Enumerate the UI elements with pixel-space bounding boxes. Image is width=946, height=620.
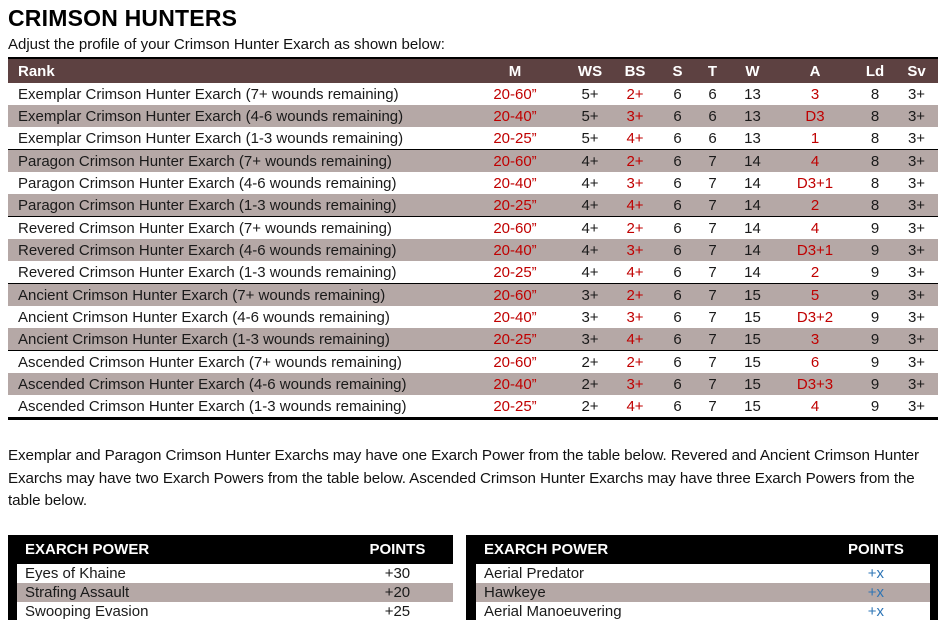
cell-s: 6	[673, 397, 682, 415]
cell-ld: 8	[870, 129, 880, 147]
cell-ld: 9	[855, 284, 895, 307]
col-header-t: T	[695, 58, 730, 83]
cell-w: 15	[730, 351, 775, 374]
power-name: Swooping Evasion	[25, 602, 149, 620]
cell-sv: 3+	[907, 129, 926, 147]
cell-w: 13	[730, 105, 775, 127]
cell-t: 6	[695, 105, 730, 127]
cell-t: 6	[708, 85, 717, 103]
profile-row	[8, 217, 938, 240]
cell-ld: 8	[870, 174, 880, 192]
cell-m: 20-60”	[493, 85, 537, 103]
cell-sv: 3+	[895, 284, 938, 307]
cell-ws: 4+	[570, 150, 610, 173]
cell-w: 15	[730, 328, 775, 351]
profile-table	[8, 57, 938, 420]
cell-rank: Ancient Crimson Hunter Exarch (7+ wounds remaining)	[8, 284, 460, 307]
cell-a: D3+3	[775, 373, 855, 395]
exarch-powers-note: Exemplar and Paragon Crimson Hunter Exarchs may have one Exarch Power from the table below. Revered and Ancient Crimson Hunter Exarchs may have two Exarch Powers from the table below. Ascended Crimson Hunter Exarchs may have three Exarch Powers from the table below.	[8, 447, 919, 509]
cell-sv: 3+	[895, 328, 938, 351]
cell-a: D3+2	[796, 308, 834, 326]
intro-text: Adjust the profile of your Crimson Hunter Exarch as shown below:	[8, 36, 445, 53]
power-name: Eyes of Khaine	[25, 564, 126, 582]
col-header-rank: Rank	[8, 58, 460, 83]
cell-t: 7	[708, 263, 717, 281]
cell-a: D3	[775, 105, 855, 127]
cell-t: 7	[695, 373, 730, 395]
points-header-left: POINTS	[342, 535, 453, 564]
cell-w: 14	[730, 217, 775, 240]
cell-rank: Revered Crimson Hunter Exarch (1-3 wounds remaining)	[18, 263, 397, 281]
cell-rank: Ascended Crimson Hunter Exarch (7+ wounds remaining)	[8, 351, 460, 374]
cell-ws: 4+	[570, 217, 610, 240]
power-points: +20	[342, 583, 453, 602]
cell-m: 20-25”	[460, 194, 570, 217]
cell-bs: 3+	[610, 105, 660, 127]
profile-table-body	[8, 83, 938, 419]
cell-rank: Exemplar Crimson Hunter Exarch (1-3 wounds remaining)	[18, 129, 404, 147]
cell-sv: 3+	[895, 351, 938, 374]
cell-a: 2	[775, 194, 855, 217]
profile-row	[8, 83, 938, 105]
cell-ws: 5+	[581, 129, 599, 147]
profile-row	[8, 306, 938, 328]
power-row	[471, 564, 934, 583]
exarch-power-tables	[8, 535, 938, 620]
cell-sv: 3+	[907, 263, 926, 281]
cell-rank: Exemplar Crimson Hunter Exarch (7+ wounds remaining)	[18, 85, 399, 103]
cell-w: 14	[730, 150, 775, 173]
cell-t: 7	[695, 328, 730, 351]
cell-ld: 8	[855, 105, 895, 127]
cell-ld: 8	[870, 85, 880, 103]
cell-m: 20-60”	[460, 150, 570, 173]
cell-rank: Paragon Crimson Hunter Exarch (4-6 wounds remaining)	[18, 174, 397, 192]
profile-row	[8, 395, 938, 419]
cell-w: 15	[744, 308, 761, 326]
cell-t: 7	[695, 194, 730, 217]
cell-ld: 9	[870, 397, 880, 415]
col-header-s: S	[660, 58, 695, 83]
cell-ws: 4+	[581, 174, 599, 192]
profile-row	[8, 261, 938, 284]
cell-s: 6	[660, 373, 695, 395]
cell-a: D3+1	[775, 239, 855, 261]
cell-bs: 2+	[610, 150, 660, 173]
cell-a: 3	[775, 328, 855, 351]
power-points: +x	[822, 583, 934, 602]
cell-a: 4	[775, 150, 855, 173]
col-header-a: A	[775, 58, 855, 83]
cell-ld: 9	[855, 328, 895, 351]
cell-sv: 3+	[895, 194, 938, 217]
cell-bs: 3+	[626, 174, 644, 192]
cell-m: 20-60”	[460, 284, 570, 307]
cell-m: 20-40”	[460, 239, 570, 261]
cell-m: 20-40”	[493, 308, 537, 326]
cell-ws: 2+	[570, 351, 610, 374]
cell-ws: 5+	[581, 85, 599, 103]
power-points: +30	[384, 564, 411, 582]
cell-bs: 2+	[626, 85, 644, 103]
cell-rank: Ancient Crimson Hunter Exarch (1-3 wounds remaining)	[8, 328, 460, 351]
profile-row	[8, 373, 938, 395]
cell-ld: 8	[855, 194, 895, 217]
cell-s: 6	[660, 217, 695, 240]
exarch-power-table-right	[466, 535, 938, 620]
cell-ws: 4+	[570, 194, 610, 217]
col-header-sv: Sv	[895, 58, 938, 83]
cell-bs: 4+	[626, 397, 644, 415]
profile-row	[8, 239, 938, 261]
cell-rank: Ascended Crimson Hunter Exarch (4-6 wounds remaining)	[8, 373, 460, 395]
cell-s: 6	[673, 174, 682, 192]
power-name: Hawkeye	[471, 583, 822, 602]
col-header-w: W	[730, 58, 775, 83]
power-name: Aerial Manoeuvering	[484, 602, 622, 620]
profile-row	[8, 105, 938, 127]
cell-a: 6	[775, 351, 855, 374]
cell-s: 6	[660, 239, 695, 261]
cell-m: 20-25”	[460, 328, 570, 351]
cell-s: 6	[673, 308, 682, 326]
profile-row	[8, 172, 938, 194]
points-header-right: POINTS	[822, 535, 934, 564]
cell-ws: 4+	[581, 263, 599, 281]
cell-sv: 3+	[895, 150, 938, 173]
cell-rank: Revered Crimson Hunter Exarch (7+ wounds remaining)	[8, 217, 460, 240]
cell-t: 6	[708, 129, 717, 147]
cell-w: 15	[744, 397, 761, 415]
cell-w: 14	[730, 239, 775, 261]
cell-sv: 3+	[895, 105, 938, 127]
cell-m: 20-25”	[493, 263, 537, 281]
col-header-m: M	[460, 58, 570, 83]
cell-sv: 3+	[907, 85, 926, 103]
cell-t: 7	[695, 217, 730, 240]
cell-w: 15	[730, 373, 775, 395]
power-points: +x	[867, 602, 885, 620]
cell-m: 20-25”	[493, 397, 537, 415]
cell-t: 7	[695, 284, 730, 307]
cell-ws: 2+	[581, 397, 599, 415]
col-header-ld: Ld	[855, 58, 895, 83]
cell-a: 3	[810, 85, 820, 103]
cell-a: 4	[775, 217, 855, 240]
cell-m: 20-40”	[493, 174, 537, 192]
cell-a: 5	[775, 284, 855, 307]
cell-bs: 2+	[610, 217, 660, 240]
cell-s: 6	[673, 85, 682, 103]
profile-row	[8, 284, 938, 307]
cell-a: 4	[810, 397, 820, 415]
cell-s: 6	[673, 263, 682, 281]
cell-s: 6	[660, 105, 695, 127]
cell-bs: 4+	[626, 129, 644, 147]
cell-t: 7	[695, 150, 730, 173]
cell-m: 20-60”	[460, 351, 570, 374]
cell-ld: 9	[870, 263, 880, 281]
cell-ld: 9	[855, 351, 895, 374]
cell-ws: 3+	[581, 308, 599, 326]
cell-s: 6	[660, 194, 695, 217]
power-row	[13, 583, 454, 602]
cell-rank: Paragon Crimson Hunter Exarch (1-3 wounds remaining)	[8, 194, 460, 217]
power-table-body-1	[471, 564, 934, 620]
cell-ws: 2+	[570, 373, 610, 395]
cell-sv: 3+	[907, 397, 926, 415]
cell-m: 20-40”	[460, 373, 570, 395]
cell-ws: 3+	[570, 284, 610, 307]
col-header-bs: BS	[610, 58, 660, 83]
cell-bs: 3+	[610, 373, 660, 395]
cell-sv: 3+	[907, 308, 926, 326]
cell-sv: 3+	[895, 373, 938, 395]
cell-t: 7	[708, 174, 717, 192]
cell-m: 20-40”	[460, 105, 570, 127]
power-row	[471, 583, 934, 602]
cell-bs: 3+	[626, 308, 644, 326]
cell-ld: 9	[855, 373, 895, 395]
profile-row	[8, 194, 938, 217]
power-row	[13, 564, 454, 583]
cell-m: 20-25”	[493, 129, 537, 147]
power-name: Strafing Assault	[13, 583, 342, 602]
cell-ld: 8	[855, 150, 895, 173]
cell-sv: 3+	[895, 239, 938, 261]
power-header-left: EXARCH POWER	[13, 535, 342, 564]
cell-w: 13	[744, 129, 761, 147]
cell-a: 2	[810, 263, 820, 281]
cell-m: 20-60”	[460, 217, 570, 240]
cell-t: 7	[708, 308, 717, 326]
cell-a: D3+1	[796, 174, 834, 192]
cell-ws: 5+	[570, 105, 610, 127]
cell-w: 14	[730, 194, 775, 217]
cell-bs: 2+	[610, 351, 660, 374]
cell-ld: 9	[870, 308, 880, 326]
profile-row	[8, 351, 938, 374]
cell-ld: 9	[855, 239, 895, 261]
cell-rank: Ascended Crimson Hunter Exarch (1-3 wounds remaining)	[18, 397, 407, 415]
cell-w: 14	[744, 263, 761, 281]
cell-ws: 4+	[570, 239, 610, 261]
cell-bs: 4+	[610, 194, 660, 217]
cell-s: 6	[673, 129, 682, 147]
profile-row	[8, 127, 938, 150]
cell-s: 6	[660, 284, 695, 307]
power-points: +x	[867, 564, 885, 582]
page-title: CRIMSON HUNTERS	[8, 5, 238, 31]
cell-s: 6	[660, 351, 695, 374]
cell-s: 6	[660, 150, 695, 173]
cell-sv: 3+	[895, 217, 938, 240]
cell-s: 6	[660, 328, 695, 351]
exarch-power-table-left	[8, 535, 453, 620]
profile-row	[8, 150, 938, 173]
col-header-ws: WS	[570, 58, 610, 83]
cell-ws: 3+	[570, 328, 610, 351]
profile-row	[8, 328, 938, 351]
cell-t: 7	[695, 351, 730, 374]
power-row	[13, 602, 454, 620]
cell-bs: 3+	[610, 239, 660, 261]
power-table-body-0	[13, 564, 454, 620]
cell-bs: 2+	[610, 284, 660, 307]
cell-bs: 4+	[626, 263, 644, 281]
power-points: +25	[384, 602, 411, 620]
cell-bs: 4+	[610, 328, 660, 351]
power-header-right: EXARCH POWER	[471, 535, 822, 564]
cell-rank: Revered Crimson Hunter Exarch (4-6 wounds remaining)	[8, 239, 460, 261]
cell-ld: 9	[855, 217, 895, 240]
power-name: Aerial Predator	[484, 564, 585, 582]
profile-table-header	[8, 58, 938, 83]
power-row	[471, 602, 934, 620]
cell-rank: Exemplar Crimson Hunter Exarch (4-6 wounds remaining)	[8, 105, 460, 127]
cell-t: 7	[708, 397, 717, 415]
cell-w: 13	[744, 85, 761, 103]
cell-sv: 3+	[907, 174, 926, 192]
cell-rank: Paragon Crimson Hunter Exarch (7+ wounds remaining)	[8, 150, 460, 173]
cell-a: 1	[810, 129, 820, 147]
cell-w: 14	[744, 174, 761, 192]
cell-rank: Ancient Crimson Hunter Exarch (4-6 wounds remaining)	[18, 308, 390, 326]
cell-t: 7	[695, 239, 730, 261]
cell-w: 15	[730, 284, 775, 307]
